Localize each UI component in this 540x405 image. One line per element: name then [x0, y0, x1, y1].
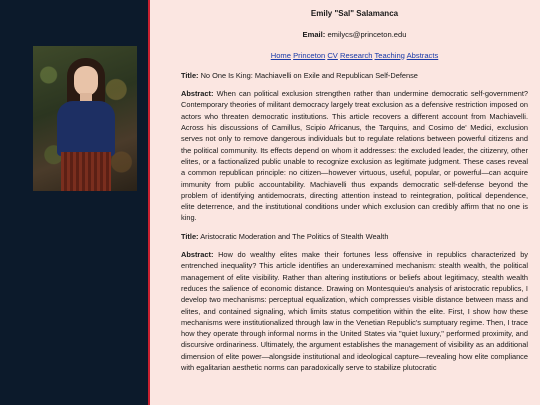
paper-title	[181, 231, 528, 242]
profile-photo	[33, 46, 137, 191]
nav-link-princeton[interactable]: Princeton	[293, 50, 326, 60]
abstract-label: Abstract:	[181, 89, 214, 99]
nav-link-cv[interactable]: CV	[327, 50, 338, 60]
nav-link-abstracts[interactable]: Abstracts	[406, 50, 439, 60]
email-line	[181, 29, 528, 40]
paper-title	[181, 70, 528, 81]
title-label: Title:	[181, 70, 199, 80]
page-title: Emily "Sal" Salamanca	[310, 9, 399, 18]
abstract-label: Abstract:	[181, 250, 214, 260]
nav-bar	[181, 50, 528, 61]
abstract-text: How do wealthy elites make their fortunes less offensive in republics characterized by entrenched inequality? This article identifies an underexamined mechanism: stealth wealth, the political management of elite visibility. Rather than altering institutions or beliefs about legitimacy, stealth wealth reduces the salience of economic distance. Drawing on Montesquieu's analysis of aristocratic republics, I develop two mechanisms: perceptual equalization, which compresses visible distance between mass and elites, and contained signaling, which limits status competition within the elite. First, I show how these mechanisms were institutionalized through law in the Venetian Republic's sumptuary regime. Then, I trace how they operate through informal norms in the United States via "quiet luxury," performed proximity, and discursive ordinariness. Ultimately, the argument establishes the management of visibility as an additional dimension of elite power—alongside institutional and ideological capture—revealing how elite compliance with egalitarian aesthetic norms can paradoxically serve to stabilize plutocratic	[181, 250, 529, 373]
title-label: Title:	[181, 231, 199, 241]
title-text: No One Is King: Machiavelli on Exile and Republican Self-Defense	[200, 70, 418, 80]
main-content[interactable]	[150, 0, 540, 405]
title-text: Aristocratic Moderation and The Politics of Stealth Wealth	[200, 231, 389, 241]
sidebar-panel	[0, 0, 148, 405]
paper-abstract	[181, 249, 528, 373]
email-address: emilycs@princeton.edu	[327, 30, 407, 40]
paper-abstract	[181, 88, 528, 224]
nav-link-home[interactable]: Home	[270, 50, 291, 60]
abstract-text: When can political exclusion strengthen rather than undermine democratic self-government? Contemporary theories of militant democracy largely treat exclusion as a defensive restriction imposed on actors who threaten democratic institutions. This article recovers a different account from Machiavelli. Across his discussions of Camillus, Scipio Africanus, the Tarquins, and Cosimo de' Medici, exclusion serves not only to remove dangerous individuals but to regulate relations between powerful citizens and the political community. Its effects depend on whom it addresses: the excluded leader, the citizenry, other elites, or a factionalized public unable to recognize exclusion as legitimate judgment. These cases reveal a common republican principle: no citizen—however virtuous, useful, popular, or powerful—can acquire immunity from public accountability. Machiavelli thus expands democratic self-defense beyond the problem of identifying antidemocrats, directing attention instead to reintegration, political dependence, elite deterrence, and the institutional conditions under which exclusion can credibly affirm that no one is king.	[181, 89, 528, 223]
nav-link-research[interactable]: Research	[340, 50, 373, 60]
nav-link-teaching[interactable]: Teaching	[374, 50, 405, 60]
email-label: Email:	[302, 30, 326, 40]
